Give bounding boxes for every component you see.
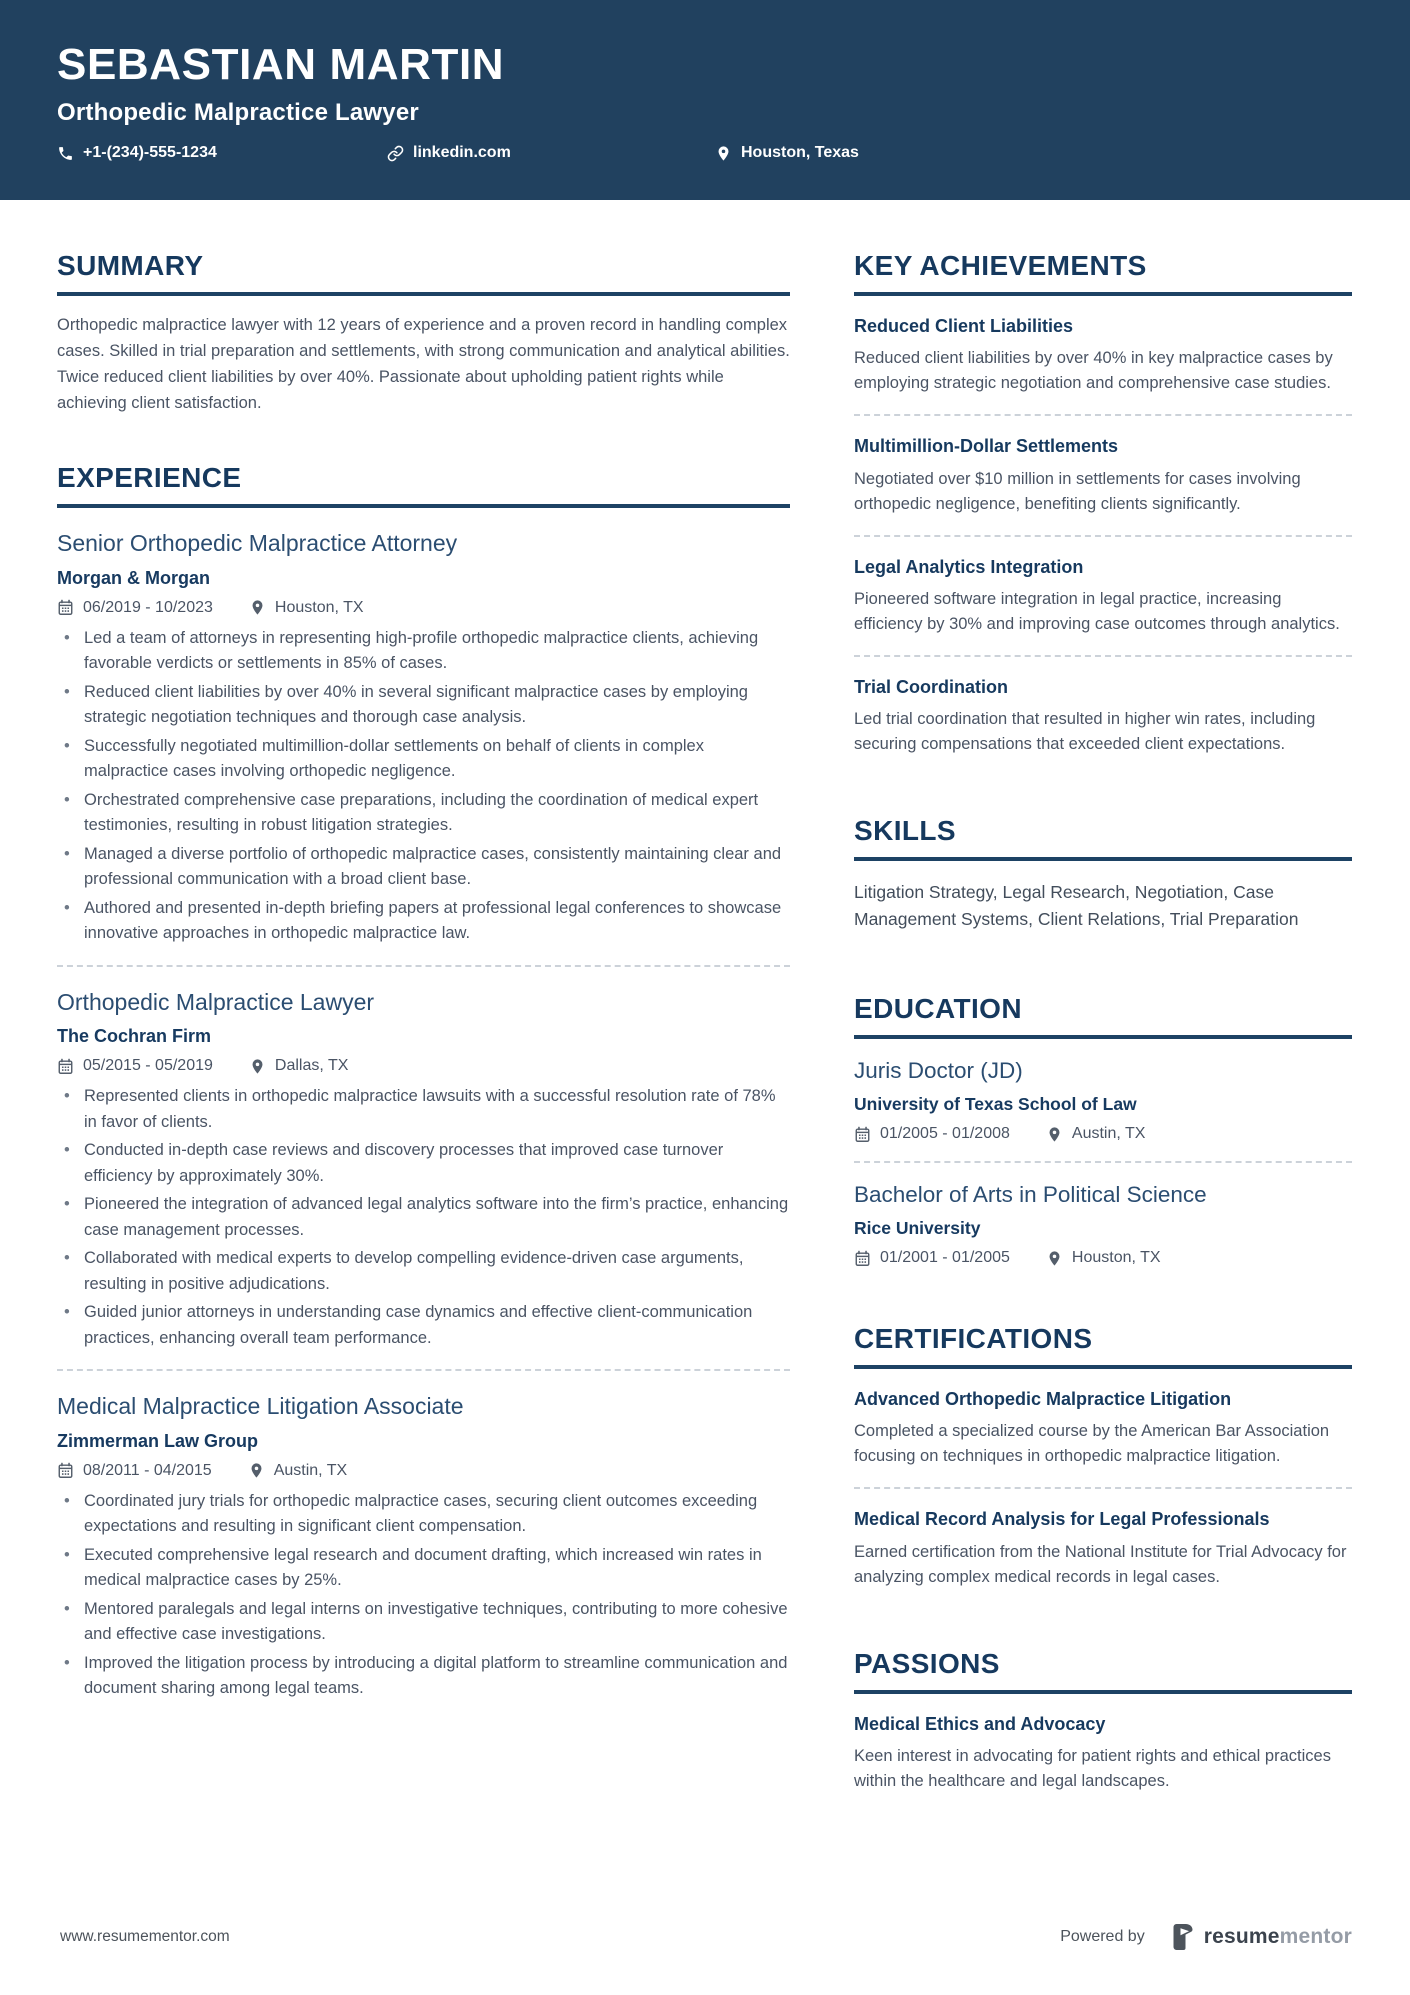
contact-website[interactable]	[387, 144, 715, 162]
achievement-title: Trial Coordination	[854, 676, 1009, 697]
degree-title: Bachelor of Arts in Political Science	[854, 1182, 1207, 1208]
job-company: Morgan & Morgan	[57, 567, 210, 588]
calendar-icon	[854, 1126, 871, 1143]
job-bullets	[57, 626, 790, 947]
achievement-item	[854, 555, 1352, 637]
page-footer	[60, 1923, 1352, 1951]
bullet-item: • Improved the litigation process by introducing a digital platform to streamline communication and document sharing among legal teams.	[57, 1651, 790, 1702]
achievement-text: Pioneered software integration in legal practice, increasing efficiency by 30% and improving case outcomes through analytics.	[854, 589, 1340, 633]
section-certifications	[854, 1323, 1352, 1590]
divider	[854, 1161, 1352, 1163]
section-summary	[57, 250, 790, 416]
location-pin-icon	[248, 1462, 265, 1479]
education-meta	[854, 1125, 1352, 1143]
achievement-title: Reduced Client Liabilities	[854, 316, 1074, 336]
job-dates: 08/2011 - 04/2015	[57, 1462, 212, 1480]
section-passions	[854, 1648, 1352, 1794]
certification-text: Earned certification from the National Institute for Trial Advocacy for analyzing complex medical records in legal cases.	[854, 1542, 1347, 1586]
job-entry	[57, 530, 790, 947]
bullet-item: • Managed a diverse portfolio of orthopedic malpractice cases, consistently maintaining clear and professional communication with a broad client base.	[57, 842, 790, 893]
phone-number: +1-(234)-555-1234	[83, 144, 217, 162]
bullet-item: • Pioneered the integration of advanced legal analytics software into the firm’s practice, enhancing case management processes.	[57, 1192, 790, 1243]
job-location: Austin, TX	[248, 1462, 348, 1480]
certification-title: Medical Record Analysis for Legal Professionals	[854, 1509, 1270, 1530]
certification-item	[854, 1507, 1352, 1589]
passions-heading: PASSIONS	[854, 1648, 1352, 1694]
passion-text: Keen interest in advocating for patient rights and ethical practices within the healthcare and legal landscapes.	[854, 1747, 1331, 1791]
skills-list: Litigation Strategy, Legal Research, Negotiation, Case Management Systems, Client Relations, Trial Preparation	[854, 882, 1299, 930]
left-column	[57, 200, 790, 1794]
footer-branding	[1060, 1923, 1352, 1951]
location-pin-icon	[1046, 1126, 1063, 1143]
bullet-item: • Conducted in-depth case reviews and discovery processes that improved case turnover efficiency by approximately 30%.	[57, 1138, 790, 1189]
bullet-item: • Coordinated jury trials for orthopedic malpractice cases, securing client outcomes exceeding expectations and resulting in significant client compensation.	[57, 1489, 790, 1540]
education-dates: 01/2001 - 01/2005	[854, 1249, 1010, 1267]
resume-body	[0, 200, 1410, 1794]
location-pin-icon	[715, 145, 732, 162]
school-name: Rice University	[854, 1218, 981, 1239]
calendar-icon	[854, 1250, 871, 1267]
candidate-name: SEBASTIAN MARTIN	[57, 40, 505, 89]
link-icon	[387, 145, 404, 162]
certification-text: Completed a specialized course by the American Bar Association focusing on techniques in orthopedic malpractice litigation.	[854, 1422, 1330, 1466]
divider	[854, 414, 1352, 416]
resumementor-logo-icon	[1171, 1923, 1196, 1951]
job-meta	[57, 1462, 790, 1480]
location-text: Houston, Texas	[741, 144, 859, 162]
section-education	[854, 993, 1352, 1267]
degree-title: Juris Doctor (JD)	[854, 1058, 1023, 1084]
job-entry	[57, 1393, 790, 1702]
education-heading: EDUCATION	[854, 993, 1352, 1039]
divider	[854, 1487, 1352, 1489]
job-title: Medical Malpractice Litigation Associate	[57, 1393, 464, 1420]
education-meta	[854, 1249, 1352, 1267]
certification-item	[854, 1387, 1352, 1469]
candidate-job-title: Orthopedic Malpractice Lawyer	[57, 99, 419, 127]
education-location: Austin, TX	[1046, 1125, 1146, 1143]
summary-heading: SUMMARY	[57, 250, 790, 296]
job-company: Zimmerman Law Group	[57, 1430, 259, 1451]
job-dates: 05/2015 - 05/2019	[57, 1057, 213, 1075]
powered-by-label: Powered by	[1060, 1928, 1145, 1945]
location-pin-icon	[249, 599, 266, 616]
education-dates: 01/2005 - 01/2008	[854, 1125, 1010, 1143]
bullet-item: • Led a team of attorneys in representing high-profile orthopedic malpractice clients, achieving favorable verdicts or settlements in 85% of cases.	[57, 626, 790, 677]
achievement-text: Led trial coordination that resulted in higher win rates, including securing compensations that exceeded client expectations.	[854, 710, 1316, 754]
job-dates: 06/2019 - 10/2023	[57, 599, 213, 617]
passion-title: Medical Ethics and Advocacy	[854, 1713, 1106, 1734]
bullet-item: • Executed comprehensive legal research and document drafting, which increased win rates in medical malpractice cases by 25%.	[57, 1543, 790, 1594]
passion-item	[854, 1712, 1352, 1794]
education-location: Houston, TX	[1046, 1249, 1161, 1267]
divider	[57, 1369, 790, 1371]
location-pin-icon	[249, 1058, 266, 1075]
job-bullets	[57, 1489, 790, 1702]
bullet-item: • Mentored paralegals and legal interns on investigative techniques, contributing to more cohesive and effective case investigations.	[57, 1597, 790, 1648]
certifications-heading: CERTIFICATIONS	[854, 1323, 1352, 1369]
contact-row	[57, 144, 1353, 162]
resumementor-logo[interactable]	[1171, 1923, 1352, 1951]
bullet-item: • Represented clients in orthopedic malpractice lawsuits with a successful resolution rate of 78% in favor of clients.	[57, 1084, 790, 1135]
achievement-item	[854, 434, 1352, 516]
job-meta	[57, 599, 790, 617]
divider	[854, 535, 1352, 537]
phone-icon	[57, 145, 74, 162]
calendar-icon	[57, 1058, 74, 1075]
school-name: University of Texas School of Law	[854, 1094, 1137, 1115]
summary-text: Orthopedic malpractice lawyer with 12 years of experience and a proven record in handling complex cases. Skilled in trial preparation and settlements, with strong communication and analytical abilities. Twice reduced client liabilities by over 40%. Passionate about upholding patient rights while achieving client satisfaction.	[57, 316, 790, 412]
bullet-item: • Orchestrated comprehensive case preparations, including the coordination of medical expert testimonies, resulting in robust litigation strategies.	[57, 788, 790, 839]
brand-light: mentor	[1279, 1925, 1352, 1948]
job-bullets	[57, 1084, 790, 1351]
education-entry	[854, 1057, 1352, 1143]
right-column	[854, 200, 1352, 1794]
job-entry	[57, 989, 790, 1352]
location-pin-icon	[1046, 1250, 1063, 1267]
bullet-item: • Reduced client liabilities by over 40% in several significant malpractice cases by employing strategic negotiation techniques and thorough case analysis.	[57, 680, 790, 731]
divider	[854, 655, 1352, 657]
brand-bold: resume	[1203, 1925, 1280, 1948]
bullet-item: • Authored and presented in-depth briefing papers at professional legal conferences to showcase innovative approaches in orthopedic malpractice law.	[57, 896, 790, 947]
calendar-icon	[57, 599, 74, 616]
footer-website-link[interactable]: www.resumementor.com	[60, 1928, 230, 1945]
achievement-title: Legal Analytics Integration	[854, 556, 1084, 577]
job-title: Senior Orthopedic Malpractice Attorney	[57, 530, 458, 556]
experience-heading: EXPERIENCE	[57, 462, 790, 508]
achievement-item	[854, 314, 1352, 396]
achievement-title: Multimillion-Dollar Settlements	[854, 436, 1119, 457]
bullet-item: • Collaborated with medical experts to develop compelling evidence-driven case arguments, resulting in positive adjudications.	[57, 1246, 790, 1297]
divider	[57, 965, 790, 967]
achievement-text: Reduced client liabilities by over 40% in key malpractice cases by employing strategic negotiation and comprehensive case studies.	[854, 349, 1333, 393]
achievement-text: Negotiated over $10 million in settlements for cases involving orthopedic negligence, benefiting clients significantly.	[854, 469, 1301, 513]
section-experience	[57, 462, 790, 1702]
job-location: Dallas, TX	[249, 1057, 349, 1075]
achievement-item	[854, 675, 1352, 757]
bullet-item: • Guided junior attorneys in understanding case dynamics and effective client-communication practices, enhancing overall team performance.	[57, 1300, 790, 1351]
contact-location	[715, 144, 859, 162]
resume-header	[0, 0, 1410, 200]
job-location: Houston, TX	[249, 599, 364, 617]
contact-phone	[57, 144, 387, 162]
website-link[interactable]: linkedin.com	[413, 144, 511, 162]
education-entry	[854, 1181, 1352, 1267]
certification-title: Advanced Orthopedic Malpractice Litigation	[854, 1389, 1232, 1410]
section-skills	[854, 815, 1352, 933]
achievements-heading: KEY ACHIEVEMENTS	[854, 250, 1352, 296]
bullet-item: • Successfully negotiated multimillion-dollar settlements on behalf of clients in complex malpractice cases involving orthopedic negligence.	[57, 734, 790, 785]
job-company: The Cochran Firm	[57, 1026, 212, 1047]
brand-wordmark	[1204, 1925, 1352, 1949]
calendar-icon	[57, 1462, 74, 1479]
job-meta	[57, 1057, 790, 1075]
skills-heading: SKILLS	[854, 815, 1352, 861]
section-key-achievements	[854, 250, 1352, 757]
job-title: Orthopedic Malpractice Lawyer	[57, 988, 375, 1015]
